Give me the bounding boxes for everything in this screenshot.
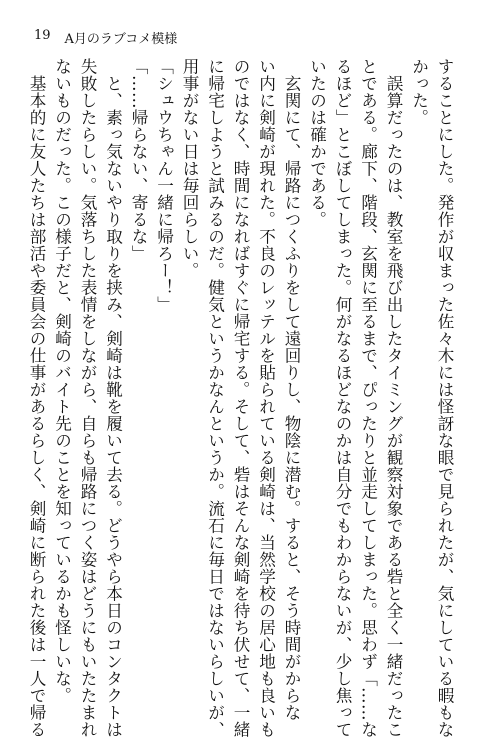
text-column: に帰宅しようと試みるのだ。健気というかなんというか。流石に毎日ではないらしいが、 [205, 58, 225, 738]
vertical-text-body [27, 58, 457, 738]
text-column: 玄関にて、帰路につくふりをして遠回りし、物陰に潜む。すると、そう時間がからな [282, 74, 301, 721]
text-column: いたのは確かである。 [307, 58, 327, 228]
text-column: るほど」とこぼしてしまった。何がなるほどなのかは自分でもわからないが、少し焦って [333, 58, 352, 738]
text-column: のではなく、時間になればすぐに帰宅する。そして、砦はそんな剣崎を待ち伏せて、一緒 [231, 58, 250, 738]
page-number: 19 [34, 28, 51, 43]
text-column: い内に剣崎が現れた。不良のレッテルを貼られている剣崎は、当然学校の居心地も良いも [256, 58, 276, 738]
text-column: 「……帰らない、寄るな」 [129, 58, 148, 262]
running-header [34, 28, 177, 47]
text-column: ないものだった。この様子だと、剣崎のバイト先のことを知っているかも怪しいな。 [52, 58, 72, 704]
text-column: 用事がない日は毎回らしい。 [180, 58, 199, 279]
text-column: することにした。発作が収まった佐々木には怪訝な眼で見られたが、気にしている暇もな [435, 58, 454, 738]
text-column: と、素っ気ないやり取りを挟み、剣崎は靴を履いて去る。どうやら本日のコンタクトは [103, 74, 123, 738]
text-column: かった。 [409, 58, 429, 126]
text-column: 「シュウちゃん一緒に帰ろー！」 [154, 58, 174, 313]
text-column: 誤算だったのは、教室を飛び出したタイミングが観察対象である砦と全く一緒だったこ [384, 74, 403, 738]
book-title: A月のラブコメ模様 [64, 32, 178, 47]
text-column: とである。廊下、階段、玄関に至るまで、ぴったりと並走してしまった。思わず「……な [358, 58, 378, 738]
text-column: 失敗したらしい。気落ちした表情をしながら、自らも帰路につく姿はどうにもいたたまれ [78, 58, 97, 738]
text-column: 基本的に友人たちは部活や委員会の仕事があるらしく、剣崎に断られた後は一人で帰る [27, 74, 46, 738]
